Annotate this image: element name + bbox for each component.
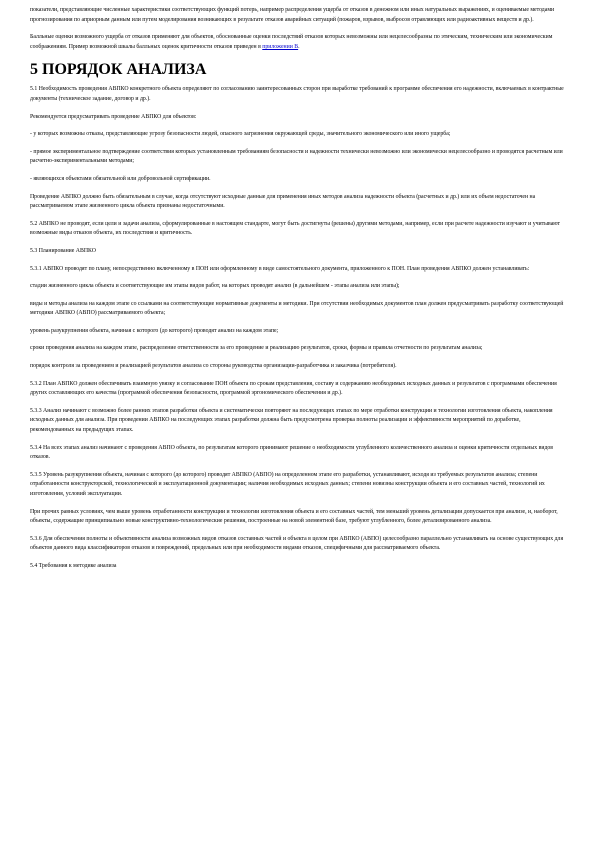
section-title: 5 ПОРЯДОК АНАЛИЗА <box>30 61 207 79</box>
plan-item-methods: виды и методы анализа на каждом этапе со ссылками на соответствующие нормативные документы и методики. При отсутствии необходимых документов план должен предусматривать разработку соответствующей методики АВПКО (АВПО) рассматриваемого объекта; <box>30 300 564 317</box>
paragraph-5-3-2: 5.3.2 План АВПКО должен обеспечивать взаимную увязку и согласование ПОН объекта по срокам представления, составу и содержанию необходимых исходных данных и результатов с программами обеспечения других составляющих его качества (программой обеспечения безопасности, программой эргономического обеспечения и др.). <box>30 380 557 397</box>
paragraph-other-conditions: При прочих равных условиях, чем выше уровень отработанности конструкции и технологии изготовления объекта и его составных частей, тем меньший уровень детализации допускается при анализе, и, наоборот, объекты, содержащие принципиально новые конструктивно-технологические решения, построенные на новой элементной базе, требуют углубленного, более детализированного анализа. <box>30 508 558 525</box>
paragraph-5-3-3: 5.3.3 Анализ начинают с возможно более ранних этапов разработки объекта и систематически повторяют на последующих этапах по мере отработки конструкции и технологии изготовления объекта, накопления исходных данных для анализа. При проведении АВПКО на последующих этапах разработки должна быть предусмотрена проверка полноты реализации и эффективности мероприятий по доработке, рекомендованных на предыдущих этапах. <box>30 407 553 434</box>
paragraph-5-3-6: 5.3.6 Для обеспечения полноты и объективности анализа возможных видов отказов составных частей и объекта в целом при АВПКО (АВПО) целесообразно параллельно устанавливать на основе существующих для объектов данного вида классификаторов отказов и повреждений, предельных или при необходимости видами отказов, специфичными для рассматриваемого объекта. <box>30 535 564 552</box>
risk-scale-text: Балльные оценки возможного ущерба от отказов применяют для объектов, обоснованные оценки последствий отказов которых невозможны или нецелесообразны по этическим, техническим или экономическим соображениям. Пример возможной шкалы балльных оценок критичности отказов приведен в <box>30 34 553 50</box>
paragraph-5-3-5: 5.3.5 Уровень разукрупнения объекта, начиная с которого (до которого) проводят АВПКО (АВПО) на определенном этапе его разработки, устанавливают, исходя из требуемых результатов анализа; степени отработанности конструкторской, технологической и эксплуатационной документации; наличия необходимых исходных данных; степени новизны конструкции объекта и его составных частей, технологий их изготовления, условий эксплуатации. <box>30 471 545 497</box>
plan-item-terms: сроки проведения анализа на каждом этапе, распределение ответственности за его проведение и реализацию результатов, сроки, формы и правила отчетности по результатам анализа; <box>30 345 483 352</box>
paragraph-5-1: 5.1 Необходимость проведения АВПКО конкретного объекта определяют по согласованию заинтересованных сторон при выработке требований к программе обеспечения его надежности, включаемых в контрактные документы (техническое задание, договор и др.). <box>30 86 564 102</box>
plan-item-stages: стадии жизненного цикла объекта и соответствующие им этапы видов работ, на которых проводят анализ (в дальнейшем - этапы анализа или этапы); <box>30 283 400 290</box>
paragraph-mandatory: Проведение АВПКО должно быть обязательным в случае, когда отсутствуют исходные данные для применения иных методов анализа надежности объекта (расчетных и др.) или их объем недостаточен на рассматриваемом этапе жизненного цикла объекта признаны недостаточными. <box>30 193 536 210</box>
paragraph-5-2: 5.2 АВПКО не проводят, если цели и задачи анализа, сформулированные в настоящем стандарте, могут быть достигнуты (решены) другими методами, например, если при расчете надежности изучают и учитывают возможные виды отказов объекта, их последствия и критичность. <box>30 220 561 237</box>
paragraph-5-3-4: 5.3.4 На всех этапах анализ начинают с проведения АВПО объекта, по результатам которого принимают решение о необходимости углубленного количественного анализа и оценки критичности отдельных видов отказов. <box>30 444 554 461</box>
list-item-certification: - являющихся объектами обязательной или добровольной сертификации. <box>30 175 211 182</box>
list-item-experimental: - прямое экспериментальное подтверждение соответствия которых установленным требованиям безопасности и надежности технически невозможно или экономически нецелесообразно и проводятся расчетным или расчетно-экспериментальными методами; <box>30 148 563 165</box>
subheading-5-3: 5.3 Планирование АВПКО <box>30 247 96 254</box>
appendix-v-link[interactable]: приложении В <box>262 43 299 50</box>
paragraph-risk-scale <box>30 33 565 52</box>
paragraph-5-3-1: 5.3.1 АВПКО проводят по плану, непосредственно включенному в ПОН или оформленному в виде самостоятельного документа, приложенного к ПОН. План проведения АВПКО должен устанавливать: <box>30 265 530 272</box>
plan-item-level: уровень разукрупнения объекта, начиная с которого (до которого) проводят анализ на каждом этапе; <box>30 327 279 334</box>
risk-scale-tail: . <box>298 43 300 50</box>
paragraph-intro: показатели, представляющие численные характеристики соответствующих функций потерь, например распределения ущерба от отказов в денежном или иных натуральных выражениях, и оцениваемые методами прогнозирования по априорным данным или путем моделирования возникающих в результате отказов аварийных ситуаций (пожаров, взрывов, выбросов отравляющих или радиоактивных веществ и др.). <box>30 7 555 23</box>
list-item-danger: - у которых возможны отказы, представляющие угрозу безопасности людей, опасного загрязнения окружающей среды, значительного экономического или иного ущерба; <box>30 131 451 138</box>
paragraph-recommend: Рекомендуется предусматривать проведение АВПКО для объектов: <box>30 113 197 120</box>
subheading-5-4: 5.4 Требования к методике анализа <box>30 562 117 569</box>
plan-item-control: порядок контроля за проведением и реализацией результатов анализа со стороны руководства организации-разработчика и заказчика (потребителя). <box>30 363 397 370</box>
